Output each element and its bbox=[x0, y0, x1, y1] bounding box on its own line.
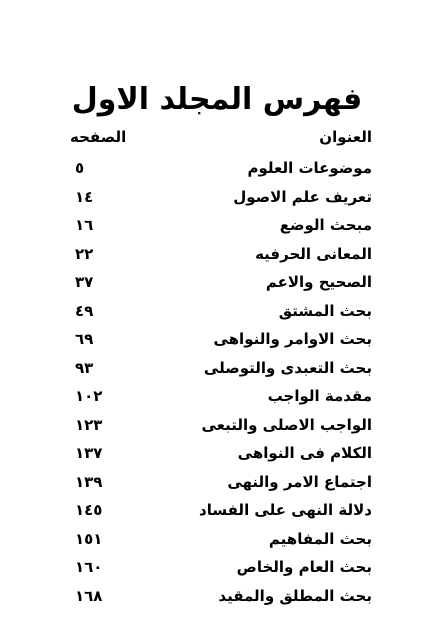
toc-entry-title: تعريف علم الاصول bbox=[233, 187, 372, 206]
toc-entry-title: دلالة النهى على الفساد bbox=[199, 501, 372, 519]
toc-entry-title: مقدمة الواجب bbox=[267, 387, 372, 405]
toc-entry-title: بحث التعبدى والتوصلى bbox=[203, 358, 372, 377]
toc-entry bbox=[70, 499, 372, 528]
toc-entry-page: ١٠٢ bbox=[75, 387, 103, 405]
toc-entry-title: اجتماع الامر والنهى bbox=[227, 472, 372, 491]
toc-entry-title: مبحث الوضع bbox=[279, 216, 372, 234]
toc-entry-title: بحث الاوامر والنواهى bbox=[213, 330, 372, 348]
toc-entry bbox=[70, 414, 372, 443]
toc-entry-page: ١٦ bbox=[75, 216, 94, 234]
toc-entry bbox=[70, 243, 372, 272]
toc-entry-title: الصحيح والاعم bbox=[265, 273, 372, 291]
toc-entry bbox=[70, 528, 372, 557]
toc-entry bbox=[70, 271, 372, 300]
toc-header bbox=[70, 128, 372, 152]
toc-entry-title: الواجب الاصلى والتبعى bbox=[201, 415, 372, 434]
toc-entry bbox=[70, 300, 372, 329]
toc-entry bbox=[70, 556, 372, 585]
toc-entry-page: ١٣٩ bbox=[75, 472, 103, 491]
toc-entry-page: ٦٩ bbox=[75, 330, 94, 348]
toc-entry-page: ١٦٠ bbox=[75, 558, 103, 576]
toc-entry-page: ١٣٧ bbox=[75, 444, 103, 462]
toc-entry-page: ٩٣ bbox=[75, 358, 94, 377]
title-column-header: العنوان bbox=[319, 128, 372, 146]
toc-entry-title: بحث العام والخاص bbox=[236, 558, 372, 576]
toc-entry-page: ١٤ bbox=[75, 187, 94, 206]
toc-entry-page: ٥ bbox=[75, 159, 85, 177]
toc-entry bbox=[70, 357, 372, 386]
toc-entry bbox=[70, 328, 372, 357]
toc-entry-page: ١٦٨ bbox=[75, 586, 103, 605]
toc-entry bbox=[70, 157, 372, 186]
page-column-header: الصفحه bbox=[70, 128, 127, 146]
toc-entry-page: ٣٧ bbox=[75, 273, 94, 291]
toc-entry-title: موضوعات العلوم bbox=[247, 159, 372, 177]
toc-entry-page: ٢٢ bbox=[75, 244, 94, 263]
toc-entry-page: ١٢٣ bbox=[75, 415, 103, 434]
toc-entry-title: الكلام فى النواهى bbox=[237, 444, 372, 462]
toc-entry-title: بحث المفاهيم bbox=[268, 529, 372, 548]
toc-entry-title: بحث المشتق bbox=[278, 301, 372, 320]
toc-entry-page: ١٤٥ bbox=[75, 501, 103, 519]
page-title: فهرس المجلد الاول bbox=[71, 82, 363, 117]
toc-entry bbox=[70, 442, 372, 471]
toc-entry-page: ٤٩ bbox=[75, 301, 94, 320]
toc-list bbox=[70, 157, 372, 613]
toc-entry-title: بحث المطلق والمقيد bbox=[218, 586, 372, 605]
toc-entry bbox=[70, 471, 372, 500]
toc-entry-page: ١٥١ bbox=[75, 529, 103, 548]
toc-entry-title: المعانى الحرفيه bbox=[255, 244, 372, 263]
toc-entry bbox=[70, 585, 372, 614]
toc-entry bbox=[70, 186, 372, 215]
toc-entry bbox=[70, 214, 372, 243]
toc-entry bbox=[70, 385, 372, 414]
